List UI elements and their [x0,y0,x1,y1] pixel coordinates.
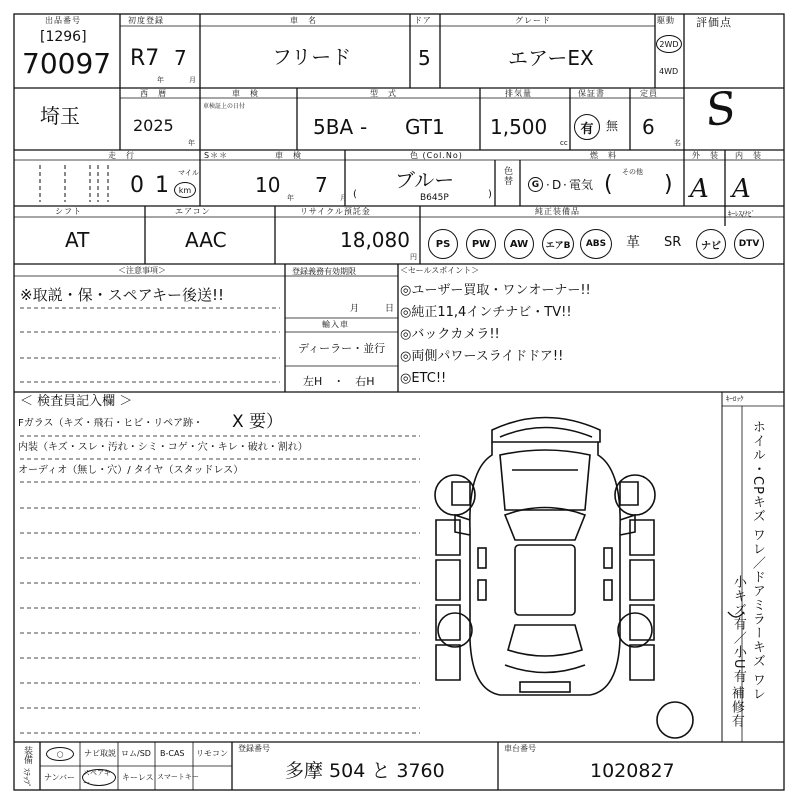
fuel-other: その他 [622,168,643,176]
inspector-line-2: 内装（キズ・スレ・汚れ・シミ・コゲ・穴・キレ・破れ・割れ） [18,442,308,453]
inspector-line-1-mark: X 要） [232,412,284,432]
drive-2wd: 2WD [659,39,679,49]
equip-dtv: DTV [738,239,760,249]
ac: AAC [185,228,227,252]
fuel-g-circle [528,177,543,192]
sales-point-5: ◎ETC!! [400,371,447,386]
capacity-label: 定員 [640,89,658,98]
equip-airbag-circle [542,229,574,259]
footer-spare-key: スペアキー [83,768,111,787]
inspection-month-unit: 月 [340,194,347,202]
color-code-open-paren: ( [353,189,357,200]
lot-bracket: [1296] [40,29,87,45]
equip-ps-circle [428,229,458,259]
mile-unit: マイル [178,169,199,177]
equip-navi-circle [696,229,726,259]
exterior-label: 外 装 [692,151,719,160]
notes-text: ※取説・保・スペアキー後送!! [20,286,224,304]
displacement: 1,500 [490,115,548,139]
equip-leather: 革 [626,235,640,251]
sales-point-1: ◎ユーザー買取・ワンオーナー!! [400,283,591,298]
equip-abs: ABS [585,239,607,249]
equip-pw: PW [471,238,491,250]
model-label: 型 式 [370,89,397,98]
yen-unit: 円 [410,253,417,261]
color-label: 色 (Col.No) [410,151,463,160]
sales-point-2: ◎純正11,4インチナビ・TV!! [400,305,572,320]
model-prefix: 5BA [313,115,354,139]
fuel-d: D [552,178,562,192]
door-count: 5 [418,46,431,70]
displacement-label: 排気量 [505,89,532,98]
grade-label: グレード [515,16,551,25]
lot-number: 70097 [22,47,112,80]
capacity-unit: 名 [674,139,681,147]
footer-rom-sd: ロム/SD [121,749,151,758]
fuel-sep: · [546,178,550,192]
chassis-number: 1020827 [590,760,675,782]
warranty-yes: 有 [580,121,594,137]
inspection-month: 7 [315,173,328,197]
side-legend-col-3: 補修有 [728,686,744,728]
shift-label: シフト [55,207,82,216]
color-name: ブルー [395,168,455,192]
mileage-digit-1: 0 [130,173,144,198]
color-code-close-paren: ) [488,189,492,200]
inspection-label: 車 検 [275,151,302,160]
reg-expiry-label: 登録義務有効期限 [292,267,356,276]
km-unit: km [178,185,192,195]
iro-label: 色替 [502,166,513,186]
grade: エアーEX [508,46,594,70]
equip-ps: PS [435,238,451,250]
score-value: S [702,82,740,137]
interior-grade: A [732,174,751,204]
seireki: 2025 [133,116,174,135]
warranty-label: 保証書 [578,89,605,98]
import-label: 輸入車 [322,320,349,329]
first-reg-label: 初度登録 [128,16,164,25]
cc-unit: cc [560,139,568,147]
footer-equip-label: 装備 [22,746,32,764]
model-code: GT1 [405,115,445,139]
equip-sunroof: SR [664,235,682,250]
import-value: ディーラー・並行 [298,342,386,355]
drive-4wd: 4WD [659,67,679,76]
equip-label: 純正装備品 [535,207,580,216]
footer-bluray-circle: ◯ [46,747,74,761]
fuel-sep-2: · [563,178,567,192]
sales-point-4: ◎両側パワースライドドア!! [400,349,564,364]
footer-navi-manual: ナビ取説 [84,749,116,758]
equip-navi: ナビ [701,240,721,252]
sales-point-3: ◎バックカメラ!! [400,327,500,342]
km-circle [174,182,196,198]
warranty-yes-circle [574,114,600,140]
first-reg-year: R7 [130,46,160,71]
month-unit: 月 [189,76,196,84]
footer-remote: リモコン [196,749,228,758]
footer-keyless: キーレス [122,773,154,782]
equip-dtv-circle [734,229,764,259]
color-code: B645P [420,193,449,203]
equip-aw: AW [509,238,529,250]
first-reg-month: 7 [174,46,187,70]
inspection-year: 10 [255,173,281,197]
inspector-line-3: オーディオ（無し・穴）/ タイヤ（スタッドレス） [18,465,244,476]
footer-smart-key: スマートキー [157,773,199,781]
car-name: フリード [272,45,352,69]
reg-number: 多摩 504 と 3760 [285,760,445,782]
model-dash: - [360,115,368,139]
exterior-grade: A [690,174,709,204]
footer-spare-key-circle [82,769,116,786]
equip-pw-circle [466,229,496,259]
fuel-other-open: ( [604,172,613,197]
interior-label: 内 装 [735,151,762,160]
drive-label: 駆動 [657,16,675,25]
footer-equip-label-2: ｽﾃｯﾌﾟ [22,768,31,788]
recycle-label: リサイクル預託金 [300,207,371,216]
mileage-label: 走 行 [108,151,135,160]
side-legend-col-2: 小キズ有／小U有 [730,575,746,684]
shaken-label: 車 検 [232,89,259,98]
year-unit: 年 [157,76,164,84]
footer-bcas: B-CAS [160,749,185,758]
fuel-other-close: ) [664,172,673,197]
key-lock-label: ｷｰﾛｯｸ [726,395,744,403]
reg-expiry-day: 日 [385,304,395,314]
shaken-sub: 車検証上の日付 [203,103,246,110]
reg-number-label: 登録番号 [238,744,270,753]
car-name-label: 車 名 [290,16,317,25]
sales-points-label: ＜セールスポイント＞ [400,266,480,275]
equip-abs-circle [580,229,612,259]
fuel-label: 燃 料 [590,151,617,160]
shift: AT [65,228,90,252]
seireki-label: 西 暦 [140,89,167,98]
region: 埼玉 [40,104,80,128]
hand-value: 左H ・ 右H [303,375,375,388]
inspection-year-unit: 年 [287,194,294,202]
s-label: S＊＊ [204,151,229,160]
warranty-no: 無 [606,119,619,133]
equip-airbag: エアB [545,240,571,251]
lot-label: 出品番号 [45,16,81,25]
notes-label: ＜注意事項＞ [118,266,166,275]
mileage-digit-2: 1 [155,173,169,198]
drive-2wd-circle [656,35,682,53]
door-label: ドア [414,16,432,25]
inspector-line-1: Fガラス（キズ・飛石・ヒビ・リペア跡・ [18,418,204,429]
reg-expiry-month: 月 [350,304,360,314]
chassis-label: 車台番号 [504,744,536,753]
side-legend-col-1: ホイル・CPキズ ワレ／ドアミラーキズ ワレ [749,420,765,702]
car-diagram [435,418,744,739]
footer-number: ナンバー [44,773,76,782]
score-label: 評価点 [696,16,732,29]
inspector-label: ＜ 検査員記入欄 ＞ [20,394,133,409]
fuel-g: G [531,179,540,190]
fuel-ev: 電気 [569,178,594,192]
seireki-unit: 年 [188,139,195,147]
equip-aw-circle [504,229,534,259]
equip-right-label: ｷｰﾚｽ/ﾅﾋﾞ [728,210,755,218]
ac-label: エアコン [175,207,211,216]
capacity: 6 [642,115,655,139]
recycle-fee: 18,080 [340,228,410,252]
